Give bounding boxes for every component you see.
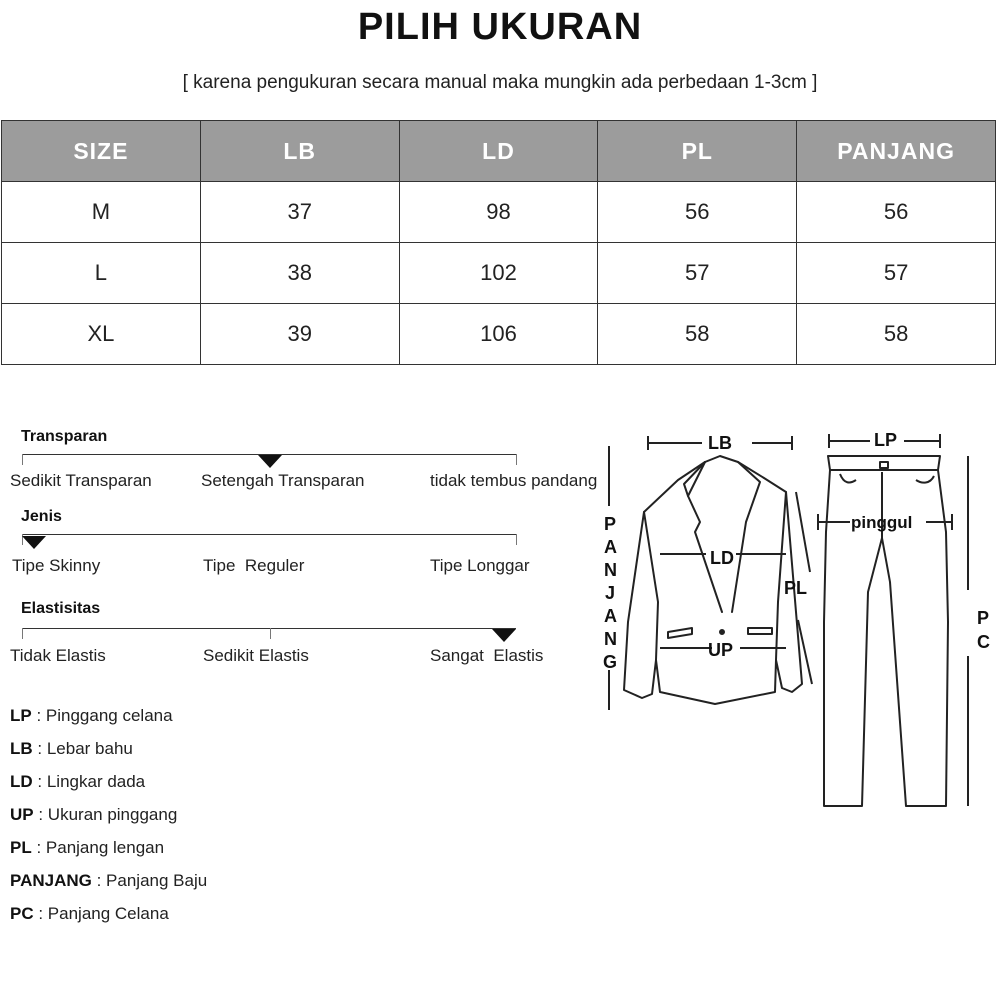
legend-desc: Panjang Celana (47, 904, 169, 923)
scale-title: Transparan (21, 428, 108, 445)
scale-marker-icon (258, 455, 282, 468)
table-cell: XL (2, 304, 201, 365)
scale-label: Sedikit Transparan (10, 471, 152, 490)
table-cell: 57 (797, 243, 996, 304)
scale-label: Sangat Elastis (430, 646, 544, 665)
scale-label: Setengah Transparan (201, 471, 365, 490)
label-pinggul: pinggul (851, 513, 913, 532)
scale-tick (516, 534, 517, 545)
scale-tick (516, 454, 517, 465)
header-lb: LB (200, 121, 399, 182)
scale-line (22, 534, 516, 535)
jacket-drawing (624, 456, 802, 704)
table-row (2, 243, 996, 304)
legend-sep: : (31, 838, 46, 857)
page-title: PILIH UKURAN (357, 6, 643, 48)
scale-title: Jenis (21, 508, 62, 525)
label-lb: LB (708, 433, 732, 453)
scale-line (22, 628, 516, 629)
legend-desc: Pinggang celana (45, 706, 173, 725)
table-cell: 102 (399, 243, 598, 304)
legend-item (10, 871, 207, 904)
table-row (2, 182, 996, 243)
label-panjang-j: J (605, 583, 616, 603)
scale-tick (22, 454, 23, 465)
table-cell: 39 (200, 304, 399, 365)
scale-tick (270, 628, 271, 639)
legend-desc: Ukuran pinggang (47, 805, 178, 824)
header-ld: LD (399, 121, 598, 182)
measurement-lines (609, 434, 968, 806)
table-cell: 57 (598, 243, 797, 304)
table-header-row (2, 121, 996, 182)
legend-abbr: LD (10, 772, 33, 791)
label-panjang-a: A (604, 537, 617, 557)
abbreviation-legend (10, 706, 207, 937)
legend-sep: : (91, 871, 107, 890)
label-panjang-p: P (604, 514, 617, 534)
scale-tick (22, 628, 23, 639)
scale-marker-icon (22, 536, 46, 549)
table-cell: 106 (399, 304, 598, 365)
legend-item (10, 739, 207, 772)
legend-abbr: PANJANG (10, 871, 92, 890)
scale-title: Elastisitas (21, 600, 101, 617)
legend-item (10, 805, 207, 838)
table-row (2, 304, 996, 365)
table-cell: 58 (797, 304, 996, 365)
legend-item (10, 838, 207, 871)
scale-label: tidak tembus pandang (430, 471, 598, 490)
table-cell: 58 (598, 304, 797, 365)
table-cell: 56 (598, 182, 797, 243)
label-pl: PL (784, 578, 808, 598)
scale-label: Sedikit Elastis (203, 646, 309, 665)
legend-sep: : (33, 805, 48, 824)
legend-sep: : (31, 706, 46, 725)
header-panjang: PANJANG (797, 121, 996, 182)
legend-sep: : (32, 772, 47, 791)
measurement-labels (603, 430, 990, 672)
legend-sep: : (32, 739, 47, 758)
legend-desc: Lebar bahu (46, 739, 133, 758)
legend-item (10, 772, 207, 805)
table-cell: L (2, 243, 201, 304)
legend-abbr: LP (10, 706, 32, 725)
label-panjang-n: N (604, 560, 617, 580)
suit-measurement-diagram (600, 422, 990, 822)
pants-drawing (824, 456, 948, 806)
legend-desc: Panjang lengan (45, 838, 165, 857)
label-panjang-a2: A (604, 606, 617, 626)
legend-item (10, 706, 207, 739)
label-ld: LD (710, 548, 734, 568)
label-panjang-g: G (603, 652, 618, 672)
table-cell: M (2, 182, 201, 243)
size-chart-table (1, 120, 996, 365)
scale-label: Tipe Skinny (12, 556, 101, 575)
table-cell: 98 (399, 182, 598, 243)
legend-desc: Panjang Baju (106, 871, 208, 890)
label-pc-p: P (977, 608, 990, 628)
legend-abbr: PC (10, 904, 34, 923)
label-panjang-n2: N (604, 629, 617, 649)
legend-abbr: PL (10, 838, 32, 857)
legend-sep: : (33, 904, 48, 923)
legend-abbr: LB (10, 739, 33, 758)
header-pl: PL (598, 121, 797, 182)
label-up: UP (708, 640, 734, 660)
measurement-note: [ karena pengukuran secara manual maka mungkin ada perbedaan 1-3cm ] (182, 72, 818, 93)
table-cell: 56 (797, 182, 996, 243)
label-pc-c: C (977, 632, 990, 652)
legend-desc: Lingkar dada (46, 772, 146, 791)
legend-item (10, 904, 207, 937)
header-size: SIZE (2, 121, 201, 182)
legend-abbr: UP (10, 805, 34, 824)
table-cell: 37 (200, 182, 399, 243)
scale-label: Tipe Longgar (430, 556, 530, 575)
table-cell: 38 (200, 243, 399, 304)
scale-marker-icon (492, 629, 516, 642)
scale-label: Tidak Elastis (10, 646, 106, 665)
label-lp: LP (874, 430, 898, 450)
scale-label: Tipe Reguler (203, 556, 305, 575)
